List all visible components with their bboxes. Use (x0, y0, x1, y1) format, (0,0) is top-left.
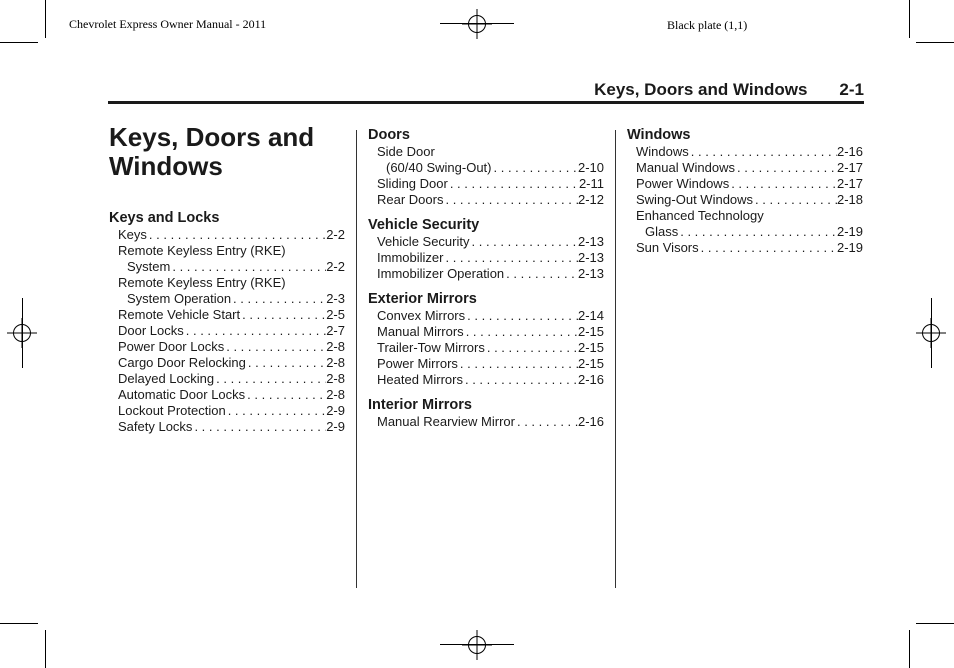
chapter-title-line-2: Windows (109, 151, 223, 181)
toc-entry[interactable] (109, 339, 345, 355)
toc-entry-text: Immobilizer Operation (377, 266, 505, 281)
toc-entry[interactable] (368, 250, 604, 266)
toc-entry-text: Remote Vehicle Start (118, 307, 241, 322)
toc-entry-text: Power Windows (636, 176, 730, 191)
toc-entry-page: 2-18 (836, 192, 863, 207)
leader-dots (214, 371, 326, 387)
toc-entry-page: 2-8 (326, 339, 345, 354)
toc-entry-text: System Operation (127, 291, 232, 306)
toc-entry-text: Sliding Door (377, 176, 448, 191)
leader-dots (465, 308, 578, 324)
toc-entry-page: 2-13 (577, 234, 604, 249)
toc-entry-page: 2-17 (836, 176, 863, 191)
crop-mark-bottom-right-h (916, 623, 954, 624)
toc-entry[interactable] (109, 371, 345, 387)
registration-mark-top-icon (462, 9, 492, 39)
toc-entry-page: 2-7 (326, 323, 345, 338)
toc-entry[interactable] (109, 355, 345, 371)
toc-entry-text: Convex Mirrors (377, 308, 466, 323)
registration-line-top (440, 23, 514, 24)
toc-entry[interactable] (109, 387, 345, 403)
leader-dots (231, 291, 326, 307)
leader-dots (464, 324, 578, 340)
toc-entry-page: 2-15 (577, 356, 604, 371)
toc-entry-text: Manual Rearview Mirror (377, 414, 515, 429)
toc-entry-text: Safety Locks (118, 419, 193, 434)
section-title-exterior-mirrors: Exterior Mirrors (368, 291, 477, 307)
toc-entry-text: Immobilizer (377, 250, 444, 265)
toc-entry-text: Cargo Door Relocking (118, 355, 246, 370)
toc-entry-text: Door Locks (118, 323, 184, 338)
toc-entry[interactable] (109, 227, 345, 243)
toc-entry-page: 2-9 (326, 403, 345, 418)
leader-dots (240, 307, 326, 323)
toc-entry[interactable] (627, 240, 863, 256)
leader-dots (458, 356, 578, 372)
toc-column-3 (627, 127, 863, 256)
leader-dots (184, 323, 326, 339)
leader-dots (463, 372, 578, 388)
leader-dots (492, 160, 578, 176)
toc-entry[interactable] (368, 340, 604, 356)
toc-entry-text: (60/40 Swing-Out) (386, 160, 492, 175)
section-title-doors: Doors (368, 127, 410, 143)
registration-line-right (931, 298, 932, 368)
toc-entry-text: Glass (645, 224, 679, 239)
toc-entry-line[interactable]: Remote Keyless Entry (RKE) (118, 243, 286, 258)
toc-column-2 (368, 127, 604, 430)
toc-entry-text: Automatic Door Locks (118, 387, 246, 402)
header-rule (108, 101, 864, 104)
leader-dots (192, 419, 326, 435)
section-title: Keys and Locks (109, 210, 220, 226)
toc-entry[interactable] (627, 192, 863, 208)
crop-mark-bottom-right-v (909, 630, 910, 668)
toc-entry-page: 2-2 (326, 259, 345, 274)
leader-dots (485, 340, 578, 356)
plate-label: Black plate (1,1) (667, 18, 748, 32)
toc-entry-page: 2-9 (326, 419, 345, 434)
toc-entry-line[interactable]: Remote Keyless Entry (RKE) (118, 275, 286, 290)
leader-dots (443, 192, 578, 208)
toc-entry-page: 2-16 (577, 372, 604, 387)
toc-entry[interactable] (109, 419, 345, 435)
registration-mark-bottom-icon (462, 630, 492, 660)
column-divider-1 (356, 130, 357, 588)
toc-entry-page: 2-19 (836, 240, 863, 255)
toc-entry[interactable] (368, 160, 604, 176)
toc-entry[interactable] (368, 266, 604, 282)
toc-entry-page: 2-15 (577, 340, 604, 355)
toc-entry-text: Power Door Locks (118, 339, 225, 354)
chapter-title-line-1: Keys, Doors and (109, 122, 315, 152)
toc-entry-text: Rear Doors (377, 192, 444, 207)
toc-entry-text: Trailer-Tow Mirrors (377, 340, 485, 355)
leader-dots (515, 414, 578, 430)
leader-dots (753, 192, 837, 208)
leader-dots (147, 227, 326, 243)
chapter-title (109, 123, 314, 181)
toc-entry-page: 2-3 (326, 291, 345, 306)
toc-entry-page: 2-13 (577, 266, 604, 281)
toc-entry-text: Keys (118, 227, 147, 242)
toc-entry-page: 2-8 (326, 387, 345, 402)
registration-line-bottom (440, 644, 514, 645)
toc-entry-page: 2-2 (326, 227, 345, 242)
leader-dots (245, 387, 326, 403)
section-title-interior-mirrors: Interior Mirrors (368, 397, 472, 413)
toc-entry[interactable] (368, 192, 604, 208)
running-head-title: Keys, Doors and Windows (594, 80, 808, 99)
toc-entry[interactable] (109, 403, 345, 419)
toc-entry-text: Heated Mirrors (377, 372, 463, 387)
toc-entry-text: System (127, 259, 171, 274)
section-title-windows: Windows (627, 127, 691, 143)
leader-dots (504, 266, 578, 282)
toc-entry-page: 2-15 (577, 324, 604, 339)
running-head-page-number: 2-1 (839, 80, 864, 99)
leader-dots (226, 403, 327, 419)
toc-entry[interactable] (368, 414, 604, 430)
toc-entry-page: 2-17 (836, 160, 863, 175)
toc-entry[interactable] (627, 224, 863, 240)
toc-entry-page: 2-13 (577, 250, 604, 265)
toc-entry-page: 2-5 (326, 307, 345, 322)
leader-dots (735, 160, 837, 176)
toc-entry[interactable] (627, 160, 863, 176)
leader-dots (443, 250, 578, 266)
toc-entry-text: Windows (636, 144, 689, 159)
crop-mark-top-left-v (45, 0, 46, 38)
toc-entry[interactable] (368, 356, 604, 372)
toc-entry[interactable] (368, 372, 604, 388)
leader-dots (678, 224, 837, 240)
toc-entry-page: 2-12 (577, 192, 604, 207)
toc-entry-line[interactable]: Side Door (377, 144, 435, 159)
toc-entry[interactable] (109, 259, 345, 275)
leader-dots (170, 259, 326, 275)
registration-line-left (22, 298, 23, 368)
toc-entry-page: 2-8 (326, 371, 345, 386)
toc-entry[interactable] (368, 324, 604, 340)
toc-section-keys-and-locks (109, 210, 345, 435)
crop-mark-top-left-h (0, 42, 38, 43)
leader-dots (448, 176, 579, 192)
toc-entry-page: 2-8 (326, 355, 345, 370)
toc-entry[interactable] (109, 291, 345, 307)
toc-entry[interactable] (368, 176, 604, 192)
toc-entry-page: 2-10 (577, 160, 604, 175)
toc-entry-text: Manual Mirrors (377, 324, 464, 339)
toc-entry-page: 2-19 (836, 224, 863, 239)
toc-entry-text: Sun Visors (636, 240, 699, 255)
toc-entry-line[interactable]: Enhanced Technology (636, 208, 764, 223)
manual-title-slug: Chevrolet Express Owner Manual - 2011 (69, 17, 267, 31)
crop-mark-bottom-left-h (0, 623, 38, 624)
toc-entry-page: 2-16 (577, 414, 604, 429)
crop-mark-bottom-left-v (45, 630, 46, 668)
toc-entry[interactable] (627, 144, 863, 160)
toc-entry-text: Vehicle Security (377, 234, 470, 249)
leader-dots (224, 339, 326, 355)
leader-dots (689, 144, 837, 160)
leader-dots (729, 176, 837, 192)
toc-entry-page: 2-11 (578, 176, 604, 191)
toc-entry-text: Delayed Locking (118, 371, 215, 386)
toc-entry-text: Manual Windows (636, 160, 735, 175)
toc-entry-page: 2-14 (577, 308, 604, 323)
crop-mark-top-right-h (916, 42, 954, 43)
toc-entry[interactable] (368, 308, 604, 324)
crop-mark-top-right-v (909, 0, 910, 38)
toc-entry[interactable] (368, 234, 604, 250)
running-head (594, 80, 864, 100)
toc-entry[interactable] (627, 176, 863, 192)
toc-entry[interactable] (109, 323, 345, 339)
leader-dots (699, 240, 837, 256)
toc-entry-text: Power Mirrors (377, 356, 458, 371)
leader-dots (470, 234, 578, 250)
toc-entry-text: Swing-Out Windows (636, 192, 754, 207)
leader-dots (246, 355, 326, 371)
column-divider-2 (615, 130, 616, 588)
toc-entry[interactable] (109, 307, 345, 323)
toc-entry-text: Lockout Protection (118, 403, 226, 418)
toc-entry-page: 2-16 (836, 144, 863, 159)
section-title-vehicle-security: Vehicle Security (368, 217, 480, 233)
